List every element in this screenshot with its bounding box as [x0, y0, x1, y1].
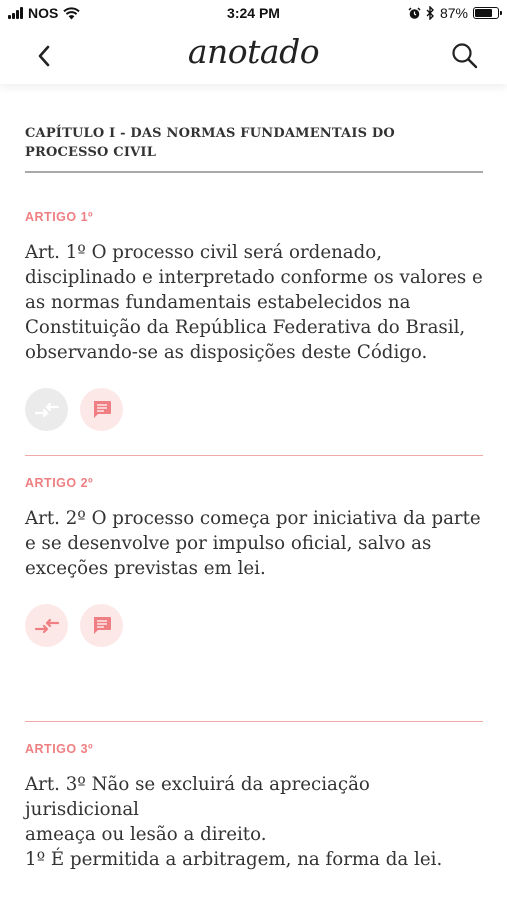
compare-arrows-icon	[35, 617, 59, 635]
comment-button[interactable]	[80, 388, 123, 431]
comment-button[interactable]	[80, 604, 123, 647]
article-actions	[25, 388, 483, 431]
alarm-icon	[408, 7, 421, 20]
search-icon	[451, 42, 478, 69]
article-item	[25, 456, 483, 722]
article-text[interactable]: Art. 2º O processo começa por iniciativa da parte e se desenvolve por impulso oficial, salvo as exceções previstas em lei.	[25, 508, 481, 579]
content	[25, 84, 483, 872]
compare-button[interactable]	[25, 604, 68, 647]
article-text[interactable]: Art. 1º O processo civil será ordenado, disciplinado e interpretado conforme os valores e as normas fundamentais estabelecidos na Constituição da República Federativa do Brasil, observando-se as disposições deste Código.	[25, 242, 483, 363]
article-item	[25, 722, 483, 872]
compare-arrows-icon	[35, 401, 59, 419]
article-item	[25, 173, 483, 456]
article-actions	[25, 604, 483, 647]
status-time: 3:24 PM	[227, 5, 280, 21]
comment-icon	[92, 400, 112, 419]
compare-button[interactable]	[25, 388, 68, 431]
app-title: anotado	[187, 32, 320, 71]
status-bar	[0, 0, 507, 28]
article-text[interactable]: Art. 3º Não se excluirá da apreciação jurisdicional ameaça ou lesão a direito. 1º É permitida a arbitragem, na forma da lei.	[25, 774, 443, 870]
status-right	[408, 5, 499, 21]
battery-percent: 87%	[439, 5, 468, 21]
article-label: ARTIGO 3º	[25, 742, 94, 756]
bluetooth-icon	[426, 6, 435, 20]
navigation-bar	[0, 28, 507, 84]
comment-icon	[92, 616, 112, 635]
battery-icon	[473, 7, 499, 19]
chapter-title: CAPÍTULO I - DAS NORMAS FUNDAMENTAIS DO PROCESSO CIVIL	[25, 124, 483, 173]
carrier-name: NOS	[28, 5, 59, 21]
article-label: ARTIGO 2º	[25, 476, 94, 490]
search-button[interactable]	[449, 40, 479, 70]
article-label: ARTIGO 1º	[25, 210, 94, 224]
